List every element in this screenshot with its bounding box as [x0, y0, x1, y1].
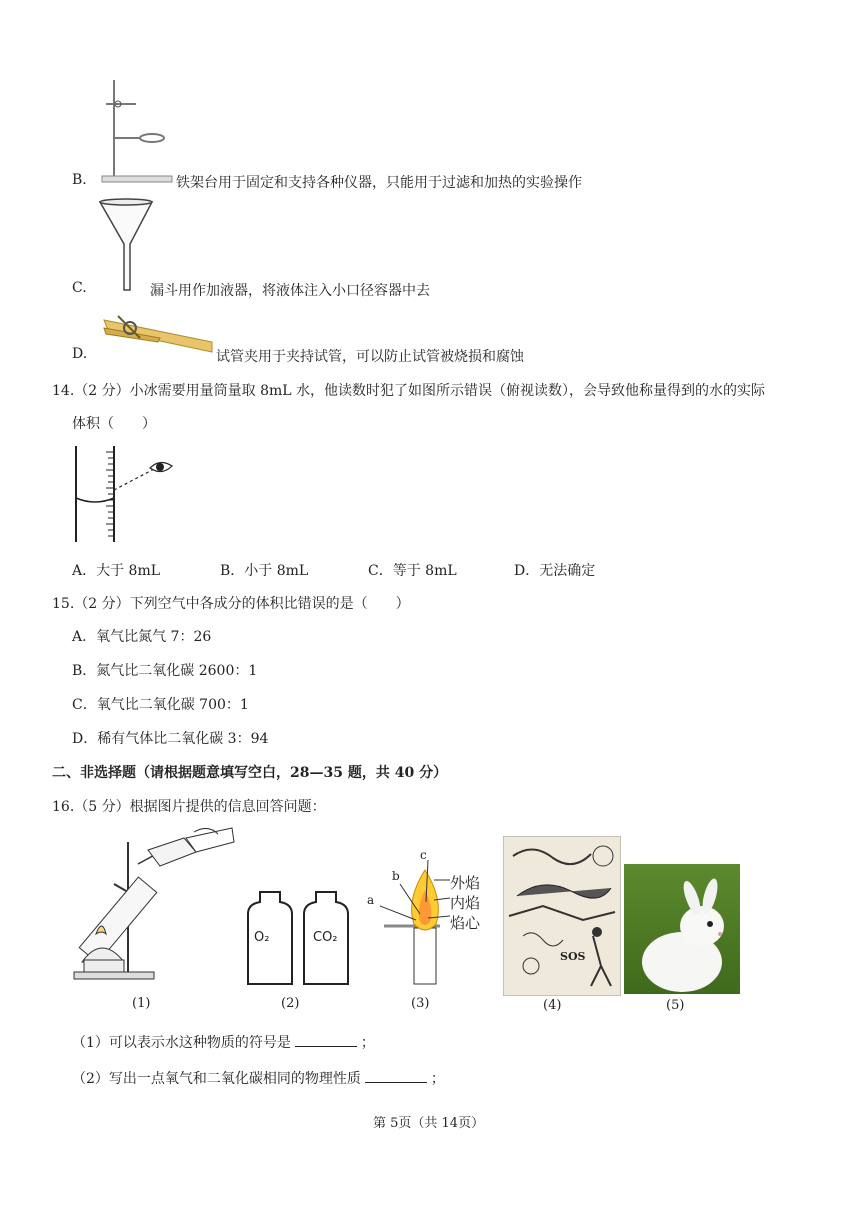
option-c-text: 漏斗用作加液器，将液体注入小口径容器中去 — [150, 283, 430, 299]
figure-label-5: (5) — [666, 998, 685, 1013]
iron-stand-image — [96, 76, 176, 186]
rabbit-photo-image — [624, 864, 740, 994]
figure-label-2: (2) — [281, 996, 300, 1011]
sub-question-2-end: ； — [430, 1071, 445, 1087]
question-15-stem: 15.（2 分）下列空气中各成分的体积比错误的是（ ） — [52, 596, 410, 612]
section-heading: 二、非选择题（请根据题意填写空白，28—35 题，共 40 分） — [52, 765, 448, 781]
flame-label-core: 焰心 — [450, 914, 481, 932]
funnel-image — [96, 196, 156, 296]
figure-label-4: (4) — [543, 998, 562, 1013]
flame-letter-b: b — [392, 869, 400, 883]
answer-blank-2[interactable] — [365, 1068, 427, 1083]
q14-option-a: A．大于 8mL — [72, 563, 161, 579]
graduated-cylinder-image — [70, 444, 180, 544]
q14-option-d: D．无法确定 — [514, 563, 596, 579]
q15-option-a: A．氧气比氮气 7：26 — [72, 629, 212, 645]
page-footer: 第 5页（共 14页） — [373, 1116, 485, 1131]
answer-blank-1[interactable] — [295, 1032, 357, 1047]
flame-letter-c: c — [420, 848, 427, 862]
flame-letter-a: a — [367, 893, 375, 907]
sketch-illustration-image — [503, 836, 621, 996]
option-b-text: 铁架台用于固定和支持各种仪器，只能用于过滤和加热的实验操作 — [176, 175, 582, 191]
option-d-letter: D. — [72, 346, 88, 362]
sub-question-1-text: （1）可以表示水这种物质的符号是 — [72, 1035, 291, 1051]
figure-label-1: (1) — [132, 996, 151, 1011]
question-14-stem: 14.（2 分）小冰需要用量筒量取 8mL 水，他读数时犯了如图所示错误（俯视读数），会导致他称量得到的水的实际 — [52, 383, 765, 399]
q14-option-c: C．等于 8mL — [368, 563, 457, 579]
q15-option-d: D．稀有气体比二氧化碳 3：94 — [72, 731, 269, 747]
heating-apparatus-image — [68, 822, 238, 990]
sub-question-2 — [72, 1068, 445, 1088]
option-d-text: 试管夹用于夹持试管，可以防止试管被烧损和腐蚀 — [216, 349, 524, 365]
q15-option-b: B．氮气比二氧化碳 2600：1 — [72, 663, 258, 679]
question-16-stem: 16.（5 分）根据图片提供的信息回答问题： — [52, 799, 326, 815]
flame-label-inner: 内焰 — [450, 894, 481, 912]
flame-label-outer: 外焰 — [450, 874, 481, 892]
bottle-label-co2: CO₂ — [313, 930, 338, 945]
sos-text: SOS — [560, 950, 586, 963]
option-c-letter: C. — [72, 280, 87, 296]
bottle-label-o2: O₂ — [254, 930, 270, 945]
option-b-letter: B. — [72, 172, 87, 188]
sub-question-2-text: （2）写出一点氧气和二氧化碳相同的物理性质 — [72, 1071, 361, 1087]
sub-question-1-end: ； — [360, 1035, 375, 1051]
test-tube-clamp-image — [100, 308, 215, 356]
question-14-stem-cont: 体积（ ） — [72, 416, 156, 432]
q14-option-b: B．小于 8mL — [220, 563, 309, 579]
sub-question-1 — [72, 1032, 375, 1052]
figure-label-3: (3) — [411, 996, 430, 1011]
q15-option-c: C．氧气比二氧化碳 700：1 — [72, 697, 249, 713]
